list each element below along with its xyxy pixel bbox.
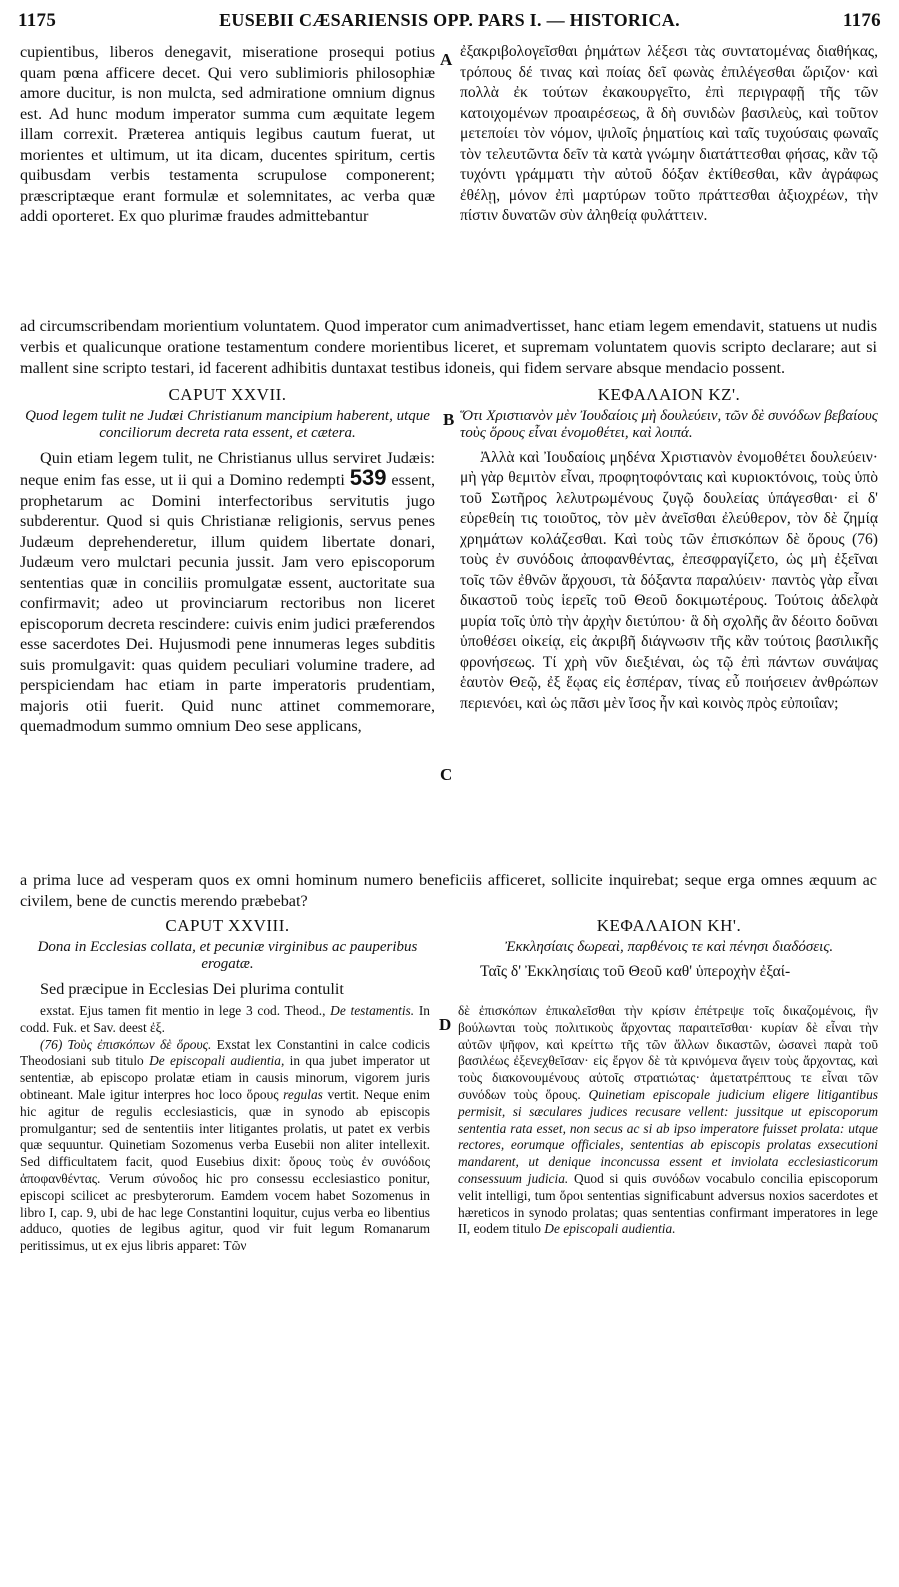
chapter-28-greek-text: Ταῖς δ' Ἐκκλησίαις τοῦ Θεοῦ καθ' ὑπεροχὴν ἐξαί- [480, 962, 791, 980]
footnote-italic-translation: Quinetiam episcopale judicium eligere litigantibus permisit, si sæculares judices recusare vellent: jussitque ut episcoporum sententia rata esset, non secus ac si ab ipso imperatore fuisset prolata: utque rectores, eorumque officiales, sententias ab episcopis prolatas exsecutioni mandarent, ut denique inconcussa essent et inviolata ecclesiasticorum consessuum judicia. [458, 1086, 878, 1186]
chapter-27-text-part-2: essent, prophetarum ac Domini interfectoribus servitutis jugo subderentur. Quod si quis Christianæ religionis, servus penes Judæum deprehenderetur, illum quidem libertate donari, Judæum vero mulctari pecunia jussit. Jam vero episcoporum sententias quæ in conciliis promulgatæ essent, auctoritate sua confirmavit; adeo ut provinciarum rectoribus non liceret episcoporum decreta rescindere: cuivis enim judici præferendos esse sacerdotes Dei. Hujusmodi pene innumeras leges subditis suis promulgavit: quas quidem peculiari volumine tradere, ad perspiciendam hac etiam in parte imperatoris prudentiam, majoris otii fuerit. Quid nunc attinet commemorare, quemadmodum summo omnium Deo sese applicans, [20, 471, 436, 735]
page-marker: 539 [349, 465, 387, 490]
greek-paragraph: ἐξακριβολογεῖσθαι ῥημάτων λέξεσι τὰς συντατομένας διαθήκας, τρόπους δέ τινας καὶ ποίας δεῖ φωνὰς ἐπιλέγεσθαι ὥριζον· καὶ πολλὰ ἐκ τούτων ἐκακουργεῖτο, ἐπὶ περιγραφῇ τῆς τῶν κατοιχομένων προαιρέσεως, ἃ δὴ συνιδὼν βασιλεὺς, καὶ τοῦτον μετεποίει τὸν νόμον, ψιλοῖς ῥηματίοις καὶ ταῖς τυχούσαις φωναῖς τὸν τελευτῶντα δεῖν τὰ κατὰ γνώμην διατάττεσθαι φήσας, κἂν τῷ τυχόντι γράμματι τὴν αὐτοῦ δόξαν ἐκτίθεσθαι, κἂν ἀγράφως ἐθέλῃ, μόνον ἐπὶ μαρτύρων τοῦτο πράττεσθαι ἀξιοχρέων, τὴν πίστιν δυνατῶν σὺν ἀληθείᾳ φυλάττειν. [460, 43, 878, 224]
footnote-76 [20, 1037, 430, 1255]
chapter-28-title: CAPUT XXVIII. [165, 916, 290, 935]
footnote-left-text [20, 1003, 430, 1037]
footnote-text: exstat. Ejus tamen fit mentio in lege 3 cod. Theod., [40, 1003, 326, 1018]
footnote-text: vertit. Neque enim hic agitur de regulis ecclesiasticis, quæ in synodo ab episcopis promulgantur; sed de sententiis inter litigantes prolatis, ut patet ex verbis quæ sequuntur. Quinetiam Sozomenus verba Eusebii non aliter intellexit. Sed difficultatem facit, quod Eusebius dixit: ὅρους τοὺς ἐν συνόδοις ἀποφανθέντας. Verum σύνοδος hic pro consessu ecclesiastico ponitur, episcopi scilicet ac presbyterorum. Eamdem vocem habet Sozomenus in libro I, cap. 9, ubi de hac lege Constantini loquitur, cujus verba eo libentius adduco, quoties de legibus agitur, quod vir fuit legum Romanarum peritissimus, ut ex ejus libris apparet: Τῶν [20, 1086, 430, 1254]
footnote-text: in qua jubet imperator ut sententiæ, ab episcopo prolatæ etiam in causis minorum, vigorem juris obtineant. Male igitur interpres hoc loco ὅρους [20, 1053, 430, 1102]
chapter-27-title: CAPUT XXVII. [168, 385, 287, 404]
footnote-text: Exstat lex Constantini in calce codicis Theodosiani sub titulo [20, 1036, 430, 1069]
footnote-italic: De episcopali audientia, [149, 1053, 285, 1069]
latin-paragraph: cupientibus, liberos denegavit, miseratione prosequi potius quam pœna afficere decet. Qui vero sublimioris philosophiæ amore ducitur, is non mulcta, sed admiratione omnium dignus est. Ad hunc modum imperator summa cum æquitate legem illam correxit. Præterea antiquis legibus cautum fuerat, ut morientes et ultimum, ut ita dicam, ducentes spiritum, certis quibusdam verbis testamenta scrupulose componerent; præscriptæque erant formulæ et solemnitates, ac verba quæ addi oporteret. Ex quo plurimæ fraudes admittebantur [20, 43, 435, 225]
section-marker-b: B [443, 410, 455, 429]
latin-column-chapter-28 [20, 912, 435, 999]
footnote-right-text [458, 1003, 878, 1238]
footnote-greek-quote: δὲ ἐπισκόπων ἐπικαλεῖσθαι τὴν κρίσιν ἐπέτρεψε τοῖς δικαζομένοις, ἣν βούλωνται τοὺς πολιτικοὺς ἄρχοντας παραιτεῖσθαι· κυρίαν δὲ εἶναι τὴν αὐτῶν ψῆφον, καὶ κρείττω τῆς τῶν ἄλλων δικαστῶν, ὡσανεὶ παρὰ τοῦ βασιλέως ἐξενεχθεῖσαν· εἰς ἔργον δὲ τὰ κρινόμενα ἄγειν τοὺς ἄρχοντας, καὶ τοὺς διακονουμένους αὐτοῖς στρατιώτας· ἀμετατρέπτους τε εἶναι τῶν συνόδων τοὺς ὅρους. [458, 1003, 878, 1102]
footnote-lemma: (76) Τοὺς ἐπισκόπων δὲ ὅρους. [40, 1036, 212, 1052]
section-marker-d: D [439, 1015, 452, 1034]
latin-column-chapter-27 [20, 381, 435, 737]
chapter-28-text: Sed præcipue in Ecclesias Dei plurima contulit [40, 979, 344, 998]
chapter-28-greek-summary: Ἐκκλησίαις δωρεαὶ, παρθένοις τε καὶ πένησι διαδόσεις. [504, 938, 834, 955]
chapter-27-summary: Quod legem tulit ne Judæi Christianum mancipium haberent, utque conciliorum decreta rata essent, et cætera. [25, 407, 430, 441]
greek-column-chapter-27 [460, 381, 878, 714]
left-column-number: 1175 [18, 10, 57, 31]
running-header [18, 10, 881, 34]
full-width-paragraph-1: ad circumscribendam morientium voluntatem. Quod imperator cum animadvertisset, hanc etiam legem emendavit, statuens ut nudis verbis et qualicunque oratione testamentum condere morientibus liceret, et supremam voluntatem quovis scripto declarare; aut si mallent sine scripto testari, id facerent adhibitis duntaxat testibus idoneis, qui fidem servare absque mendacio possent. [20, 317, 877, 377]
chapter-28-summary: Dona in Ecclesias collata, et pecuniæ virginibus ac pauperibus erogatæ. [37, 938, 418, 972]
greek-column-chapter-28 [460, 912, 878, 982]
latin-column-top [20, 42, 435, 227]
chapter-28-greek-title: ΚΕΦΑΛΑΙΟΝ ΚΗ'. [596, 916, 742, 935]
footnote-text: In codd. Fuk. et Sav. deest ἐξ. [20, 1003, 430, 1035]
section-marker-a: A [440, 50, 453, 69]
section-marker-c: C [440, 765, 453, 784]
footnotes-left [20, 1003, 430, 1255]
footnote-italic: regulas [283, 1086, 323, 1102]
footnote-italic: De testamentis. [330, 1003, 415, 1018]
running-title: EUSEBII CÆSARIENSIS OPP. PARS I. — HISTORICA. [219, 10, 680, 30]
chapter-27-greek-text: Ἀλλὰ καὶ Ἰουδαίοις μηδένα Χριστιανὸν ἐνομοθέτει δουλεύειν· μὴ γὰρ θεμιτὸν εἶναι, προφητοφόνταις καὶ κυριοκτόνοις, τοὺς ὑπὸ τοῦ Σωτῆρος λελυτρωμένους ζυγῷ δουλείας ὑπάγεσθαι· εἰ δ' εὑρεθείη τις τοιοῦτος, τὸν μὲν ἀνεῖσθαι ἐλεύθερον, τὸν δὲ ζημίᾳ χρημάτων κολάζεσθαι. Καὶ τοὺς τῶν ἐπισκόπων δὲ ὅρους (76) τοὺς ἐν συνόδοις ἀποφανθέντας, ἐπεσφραγίζετο, ὡς μὴ ἐξεῖναι τοῖς τῶν ἐθνῶν ἄρχουσι, τὰ δόξαντα παραλύειν· παντὸς γὰρ εἶναι δικαστοῦ τοὺς ἱερεῖς τοῦ Θεοῦ δοκιμωτέρους. Τούτοις ἀδελφὰ μυρία τοῖς ὑπὸ τὴν ἀρχὴν διετύπου· ἃ δὴ σχολῆς ἂν δέοιτο δοῦναι ὑποθέσει οἰκείᾳ, εἰς ἀκριβῆ διάγνωσιν τῆς κἂν τούτοις βασιλικῆς φρονήσεως. Τί χρὴ νῦν διεξιέναι, ὡς τῷ ἐπὶ πάντων συνάψας ἑαυτὸν Θεῷ, ἐξ ἕῳας εἰς ἑσπέραν, τίνας εὖ ποιήσειεν ἀνθρώπων περιενόει, καὶ ὡς πᾶσι μὲν ἴσος ἦν καὶ κοινὸς πρὸς εὐποιΐαν; [460, 448, 878, 712]
footnote-italic: De episcopali audientia. [544, 1221, 676, 1237]
chapter-27-greek-summary: Ὅτι Χριστιανὸν μὲν Ἰουδαίοις μὴ δουλεύειν, τῶν δὲ συνόδων βεβαίους τοὺς ὅρους εἶναι ἐνομοθέτει, καὶ λοιπά. [460, 407, 878, 441]
full-width-paragraph-2: a prima luce ad vesperam quos ex omni hominum numero beneficiis afficeret, sollicite inquirebat; seque erga omnes æquum ac civilem, bene de cunctis merendo præbebat? [20, 871, 877, 910]
chapter-27-text [20, 448, 435, 737]
greek-column-top [460, 42, 878, 227]
chapter-27-greek-title: ΚΕΦΑΛΑΙΟΝ ΚΖ'. [597, 385, 741, 404]
footnote-text: Quod si quis συνόδων vocabulo concilia episcoporum velit intelligi, tum ὅροι sententias significabunt adversus noxios sacerdotes et hæreticos in synodo prolatas; quas sententias confirmant imperatores in lege II, eodem titulo [458, 1170, 878, 1237]
footnotes-right [458, 1003, 878, 1238]
chapter-27-text-part-1: Quin etiam legem tulit, ne Christianus ullus serviret Judæis: neque enim fas esse, ut ii qui a Domino redempti [20, 448, 435, 489]
right-column-number: 1176 [842, 10, 881, 31]
